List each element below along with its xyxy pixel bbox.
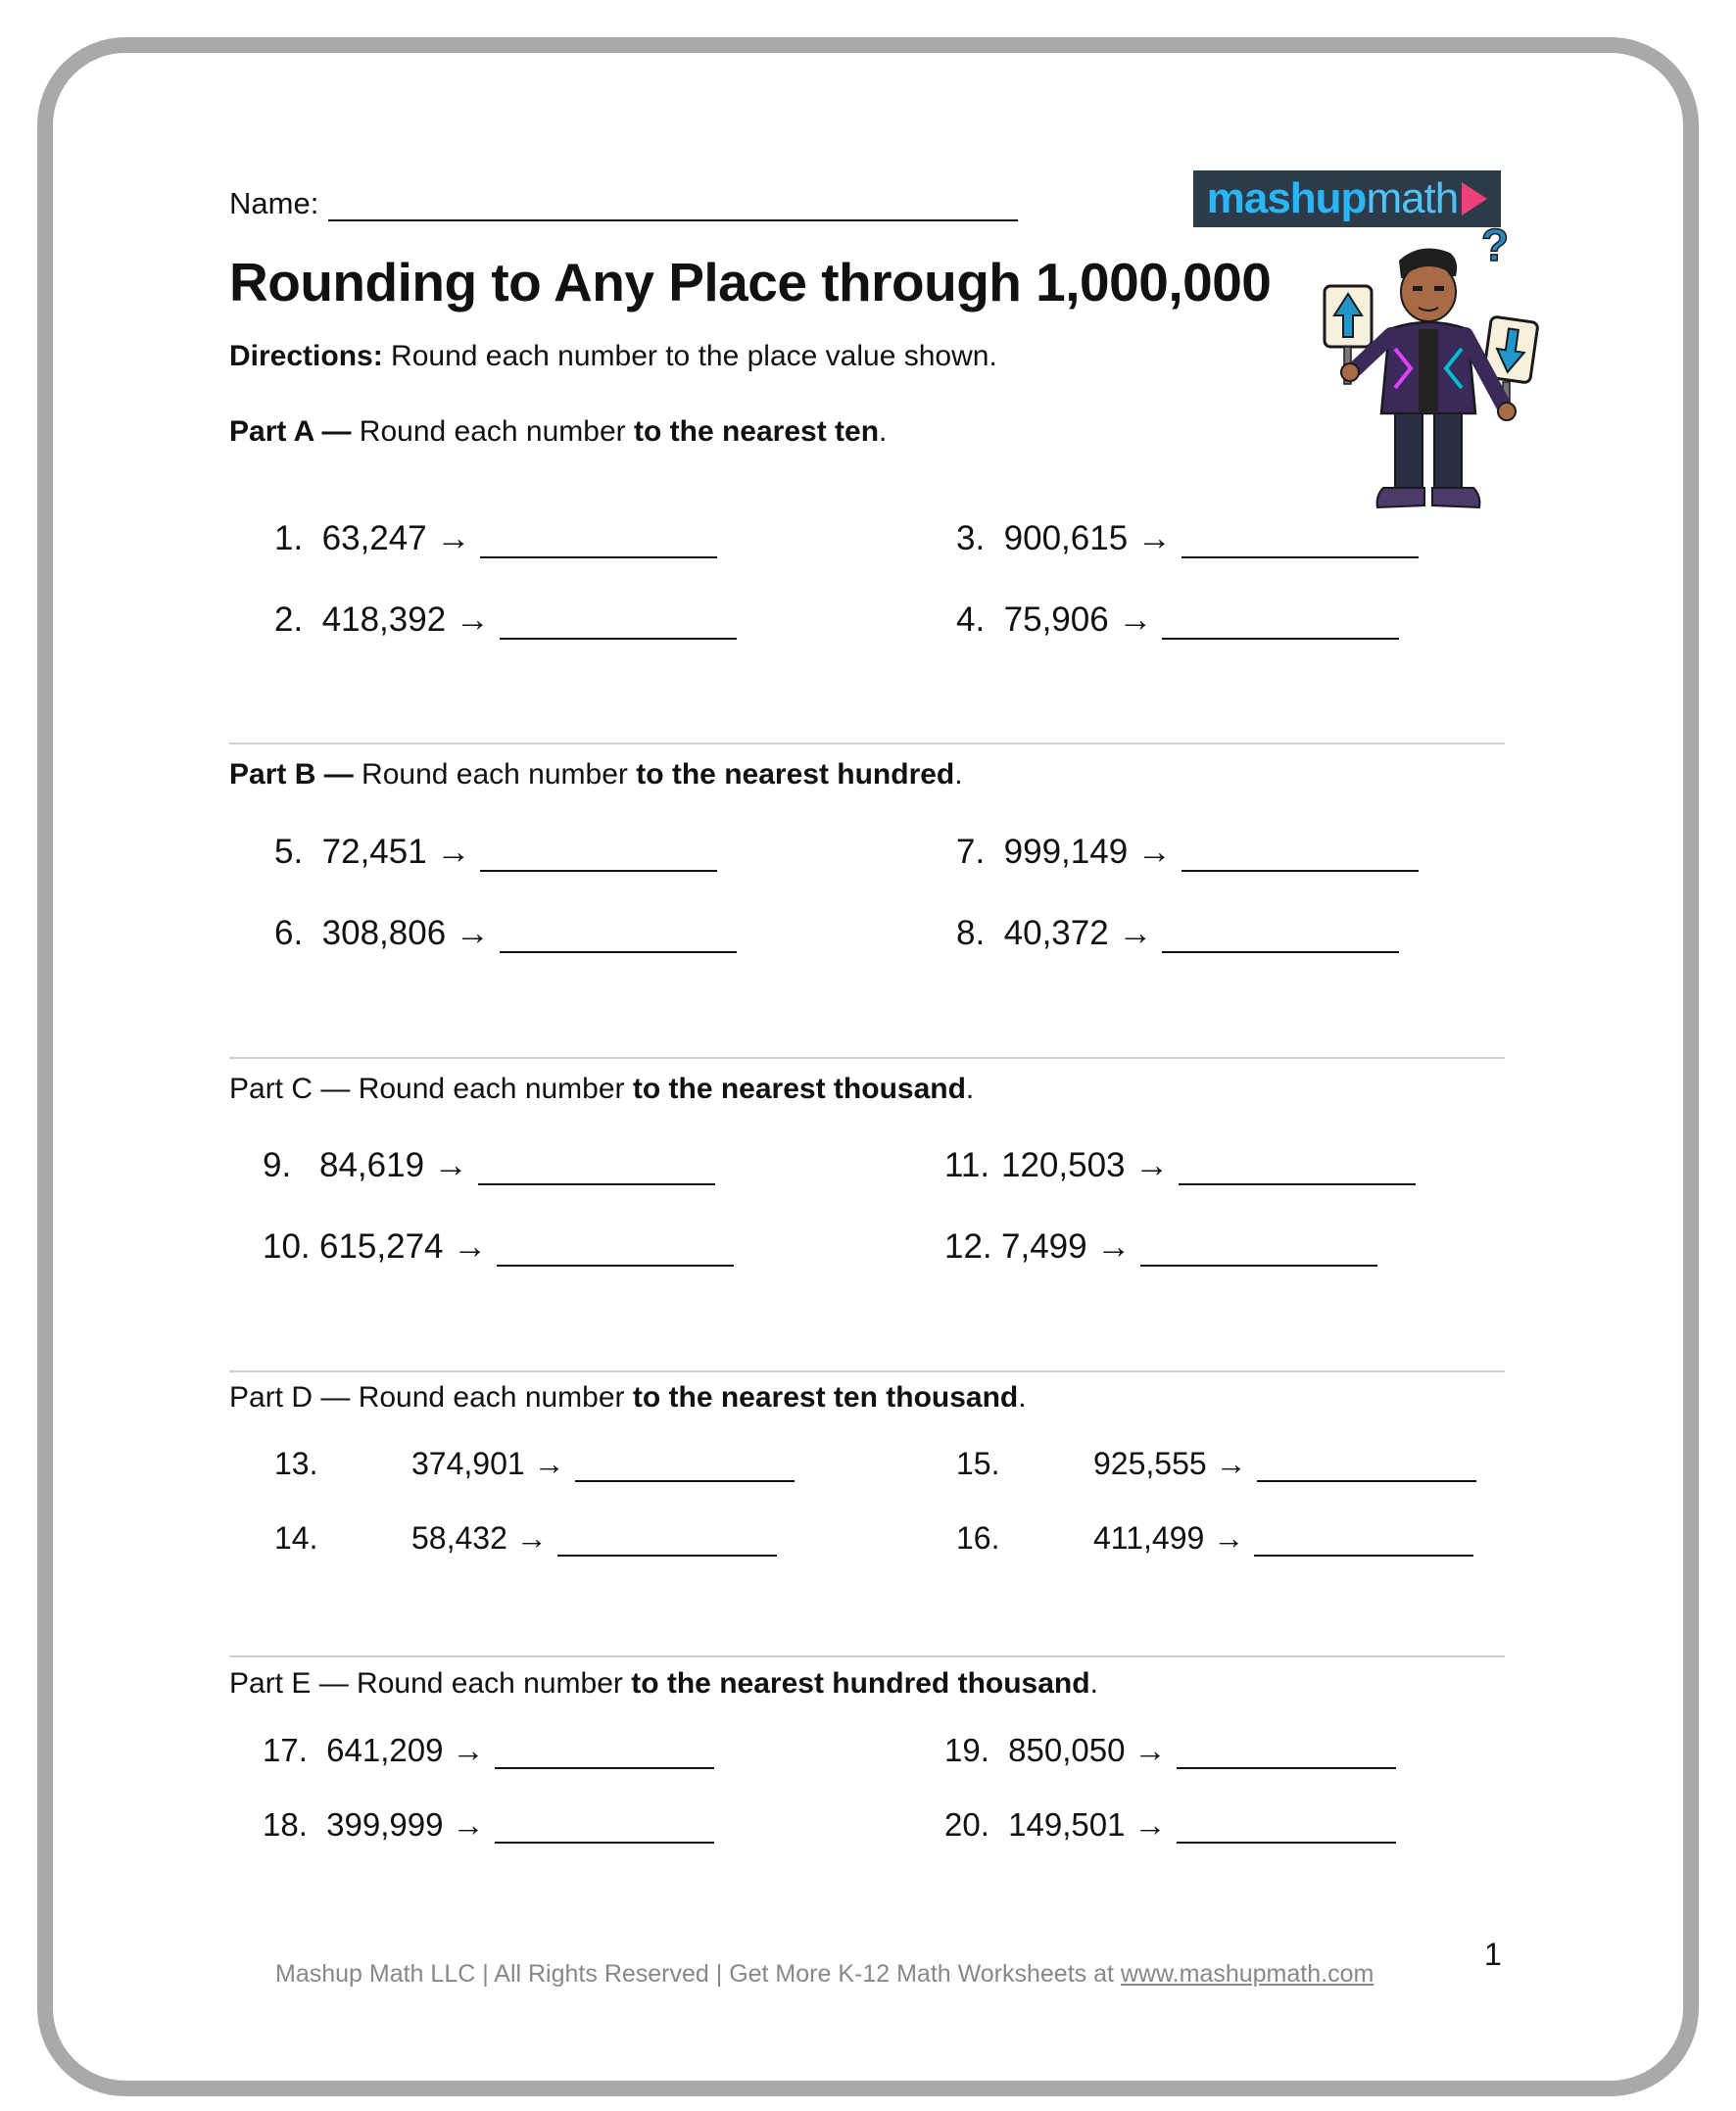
problem-label: 5.	[274, 833, 304, 871]
problem-7	[956, 833, 1419, 872]
answer-blank[interactable]	[1257, 1447, 1476, 1482]
footer	[275, 1960, 1374, 1989]
part-a-text: Round each number	[351, 415, 634, 448]
problem-number: 75,906	[1003, 600, 1109, 639]
problem-12	[944, 1227, 1377, 1267]
answer-blank[interactable]	[500, 918, 737, 953]
problem-label: 10.	[263, 1227, 311, 1266]
footer-text: Mashup Math LLC | All Rights Reserved | Get More K-12 Math Worksheets at	[275, 1960, 1121, 1988]
problem-number: 850,050	[1008, 1732, 1126, 1768]
part-e-emphasis: to the nearest hundred thousand	[631, 1667, 1090, 1700]
answer-blank[interactable]	[1140, 1231, 1377, 1267]
problem-label: 8.	[956, 914, 986, 952]
answer-blank[interactable]	[1181, 523, 1419, 558]
problem-label: 16.	[956, 1520, 1000, 1556]
problem-number: 641,209	[326, 1732, 444, 1768]
mashupmath-logo	[1193, 170, 1501, 227]
problem-20	[944, 1806, 1396, 1844]
logo-text-math: math	[1366, 174, 1459, 222]
part-b-emphasis: to the nearest hundred	[636, 758, 955, 791]
problem-16	[956, 1520, 1473, 1557]
part-d-label: Part D — Round each number	[229, 1381, 633, 1414]
name-field[interactable]	[328, 190, 1018, 221]
arrow-icon: →	[436, 833, 471, 871]
problem-label: 12.	[944, 1227, 992, 1266]
part-e-label: Part E — Round each number	[229, 1667, 632, 1700]
arrow-icon: →	[1134, 1146, 1170, 1184]
part-a-label: Part A —	[229, 415, 352, 448]
problem-label: 2.	[274, 600, 304, 639]
problem-18	[263, 1806, 714, 1844]
answer-blank[interactable]	[480, 523, 717, 558]
arrow-icon: →	[1213, 1520, 1245, 1556]
directions	[229, 340, 997, 373]
name-row	[229, 186, 1018, 221]
problem-6	[274, 914, 737, 953]
answer-blank[interactable]	[1162, 918, 1399, 953]
arrow-icon: →	[436, 519, 471, 557]
problem-label: 7.	[956, 833, 986, 871]
part-a-heading	[229, 415, 887, 449]
part-e-end: .	[1089, 1667, 1098, 1700]
problem-11	[944, 1146, 1416, 1185]
problem-number: 63,247	[321, 519, 427, 557]
arrow-icon: →	[1215, 1446, 1247, 1481]
problem-14	[274, 1520, 777, 1557]
answer-blank[interactable]	[1162, 604, 1399, 640]
divider	[229, 1655, 1505, 1657]
part-a-emphasis: to the nearest ten	[633, 415, 880, 448]
problem-number: 40,372	[1003, 914, 1109, 952]
problem-number: 58,432	[411, 1520, 507, 1556]
arrow-icon: →	[515, 1520, 548, 1556]
problem-label: 4.	[956, 600, 986, 639]
problem-number: 999,149	[1003, 833, 1129, 871]
arrow-icon: →	[453, 1227, 488, 1266]
answer-blank[interactable]	[495, 1734, 714, 1769]
problem-number: 308,806	[321, 914, 447, 952]
divider	[229, 1057, 1505, 1059]
part-d-end: .	[1018, 1381, 1027, 1414]
problem-label: 20.	[944, 1806, 989, 1843]
mascot-illustration	[1313, 221, 1548, 525]
part-b-end: .	[954, 758, 963, 791]
arrow-icon: →	[1136, 519, 1172, 557]
part-d-heading	[229, 1381, 1027, 1415]
arrow-icon: →	[455, 914, 490, 952]
problem-number: 900,615	[1003, 519, 1129, 557]
problem-label: 3.	[956, 519, 986, 557]
arrow-icon: →	[533, 1446, 565, 1481]
problem-3	[956, 519, 1419, 558]
arrow-icon: →	[433, 1146, 468, 1184]
problem-13	[274, 1446, 795, 1482]
answer-blank[interactable]	[478, 1150, 715, 1185]
arrow-icon: →	[1133, 1806, 1167, 1843]
problem-number: 120,503	[1001, 1146, 1126, 1184]
arrow-icon: →	[1133, 1732, 1167, 1768]
directions-text: Round each number to the place value shown.	[382, 340, 997, 372]
problem-label: 1.	[274, 519, 304, 557]
logo-text-mashup: mashup	[1206, 174, 1367, 222]
problem-1	[274, 519, 717, 558]
answer-blank[interactable]	[575, 1447, 795, 1482]
divider	[229, 743, 1505, 744]
problem-label: 9.	[263, 1146, 292, 1184]
problem-label: 11.	[944, 1146, 990, 1184]
problem-10	[263, 1227, 734, 1267]
part-c-heading	[229, 1073, 974, 1106]
problem-label: 19.	[944, 1732, 989, 1768]
divider	[229, 1370, 1505, 1372]
part-b-text: Round each number	[353, 758, 637, 791]
part-c-emphasis: to the nearest thousand	[632, 1073, 966, 1105]
answer-blank[interactable]	[1179, 1150, 1416, 1185]
answer-blank[interactable]	[1177, 1734, 1396, 1769]
problem-label: 15.	[956, 1446, 1000, 1481]
directions-label: Directions:	[229, 340, 383, 372]
answer-blank[interactable]	[497, 1231, 734, 1267]
part-d-emphasis: to the nearest ten thousand	[632, 1381, 1019, 1414]
name-label: Name:	[229, 186, 319, 220]
problem-4	[956, 600, 1399, 640]
problem-number: 7,499	[1001, 1227, 1087, 1266]
arrow-icon: →	[452, 1732, 485, 1768]
arrow-icon: →	[1118, 600, 1153, 639]
problem-19	[944, 1732, 1396, 1769]
problem-label: 14.	[274, 1520, 318, 1556]
page-number: 1	[1484, 1937, 1502, 1972]
part-e-heading	[229, 1667, 1098, 1701]
part-c-end: .	[965, 1073, 975, 1105]
answer-blank[interactable]	[557, 1521, 777, 1557]
answer-blank[interactable]	[1177, 1808, 1396, 1844]
problem-number: 72,451	[321, 833, 427, 871]
problem-number: 925,555	[1093, 1446, 1207, 1481]
part-b-heading	[229, 758, 963, 792]
problem-label: 13.	[274, 1446, 318, 1481]
problem-label: 6.	[274, 914, 304, 952]
problem-2	[274, 600, 737, 640]
part-b-label: Part B —	[229, 758, 354, 791]
problem-17	[263, 1732, 714, 1769]
problem-number: 84,619	[319, 1146, 425, 1184]
problem-9	[263, 1146, 715, 1185]
arrow-icon: →	[1136, 833, 1172, 871]
footer-link[interactable]: www.mashupmath.com	[1120, 1960, 1374, 1988]
problem-label: 18.	[263, 1806, 308, 1843]
problem-number: 615,274	[319, 1227, 444, 1266]
problem-label: 17.	[263, 1732, 308, 1768]
problem-8	[956, 914, 1399, 953]
page-title: Rounding to Any Place through 1,000,000	[229, 252, 1272, 312]
answer-blank[interactable]	[1254, 1521, 1473, 1557]
arrow-icon: →	[1096, 1227, 1132, 1266]
answer-blank[interactable]	[500, 604, 737, 640]
problem-15	[956, 1446, 1476, 1482]
problem-number: 399,999	[326, 1806, 444, 1843]
problem-number: 418,392	[321, 600, 447, 639]
answer-blank[interactable]	[480, 837, 717, 872]
part-c-label: Part C — Round each number	[229, 1073, 633, 1105]
problem-number: 374,901	[411, 1446, 525, 1481]
question-mark-icon: ?	[1481, 221, 1510, 270]
arrow-icon: →	[452, 1806, 485, 1843]
answer-blank[interactable]	[495, 1808, 714, 1844]
problem-number: 411,499	[1093, 1520, 1205, 1556]
problem-5	[274, 833, 717, 872]
play-icon	[1462, 182, 1487, 216]
part-a-end: .	[879, 415, 888, 448]
arrow-icon: →	[455, 600, 490, 639]
problem-number: 149,501	[1008, 1806, 1126, 1843]
answer-blank[interactable]	[1181, 837, 1419, 872]
arrow-icon: →	[1118, 914, 1153, 952]
